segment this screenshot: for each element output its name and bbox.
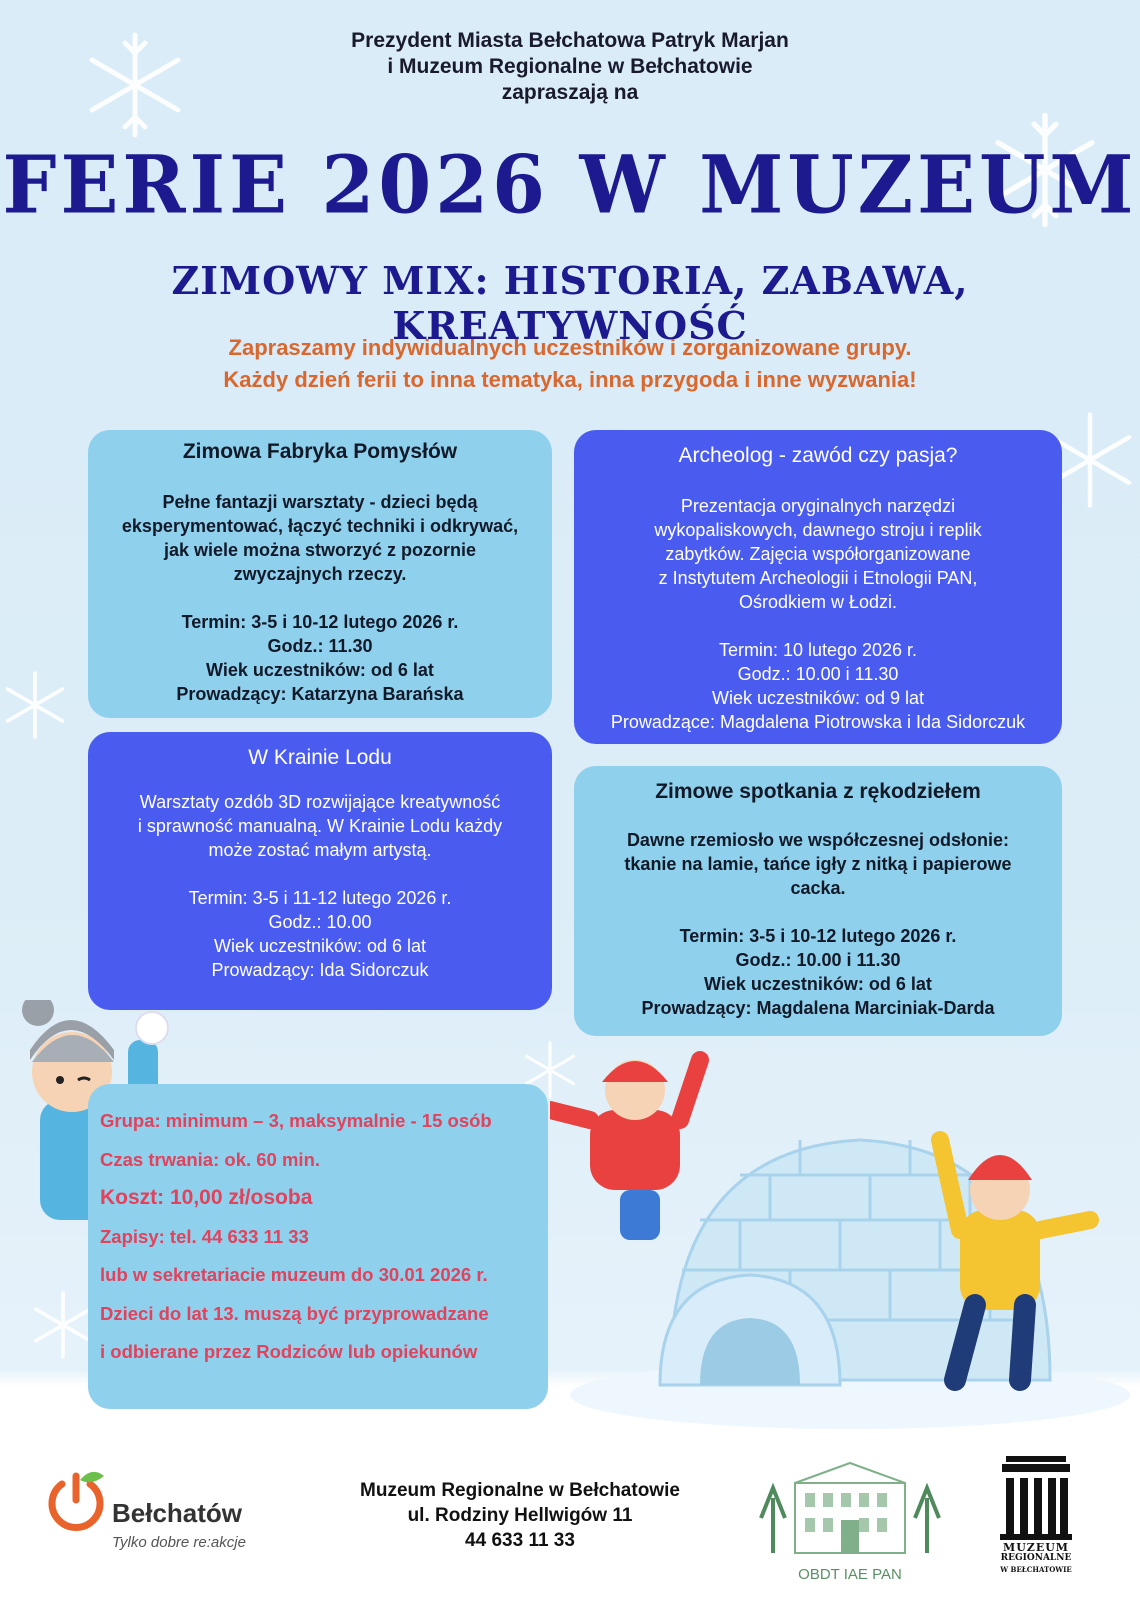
page-subtitle: ZIMOWY MIX: HISTORIA, ZABAWA, KREATYWNOŚĆ bbox=[171, 258, 969, 348]
museum-logo-icon bbox=[996, 1456, 1076, 1540]
event-title: W Krainie Lodu bbox=[248, 746, 392, 769]
iae-building-logo-icon bbox=[755, 1458, 945, 1558]
igloo-children-illustration bbox=[550, 1040, 1140, 1430]
signup-office: lub w sekretariacie muzeum do 30.01 2026 r. bbox=[100, 1264, 488, 1285]
duration: Czas trwania: ok. 60 min. bbox=[100, 1148, 321, 1170]
event-details bbox=[96, 610, 544, 706]
guardian-note: Dzieci do lat 13. muszą być przyprowadzane bbox=[100, 1302, 489, 1324]
event-date: Termin: 3-5 i 10-12 lutego 2026 r. bbox=[181, 612, 459, 632]
description-line: z Instytutem Archeologii i Etnologii PAN, bbox=[658, 568, 978, 588]
invitation-line: Każdy dzień ferii to inna tematyka, inna przygoda i inne wyzwania! bbox=[223, 367, 917, 392]
event-description bbox=[582, 494, 1054, 614]
event-details bbox=[96, 886, 544, 982]
description-line: Prezentacja oryginalnych narzędzi bbox=[680, 496, 956, 516]
snowflake-icon bbox=[0, 640, 70, 770]
museum-logo-line: REGIONALNE bbox=[1000, 1553, 1072, 1563]
event-title: Archeolog - zawód czy pasja? bbox=[678, 444, 958, 467]
description-line: cacka. bbox=[790, 878, 846, 898]
event-date: Termin: 3-5 i 11-12 lutego 2026 r. bbox=[188, 888, 452, 908]
description-line: zwyczajnych rzeczy. bbox=[233, 564, 407, 584]
description-line: może zostać małym artystą. bbox=[208, 840, 432, 860]
event-title: Zimowa Fabryka Pomysłów bbox=[182, 440, 458, 463]
description-line: zabytków. Zajęcia współorganizowane bbox=[665, 544, 971, 564]
event-card-kraina-lodu bbox=[88, 732, 552, 1010]
guardian-note-cont: i odbierane przez Rodziców lub opiekunów bbox=[100, 1341, 478, 1362]
description-line: wykopaliskowych, dawnego stroju i replik bbox=[654, 520, 982, 540]
event-host: Prowadzący: Ida Sidorczuk bbox=[211, 960, 429, 980]
museum-address bbox=[330, 1478, 710, 1553]
iae-label: OBDT IAE PAN bbox=[798, 1566, 902, 1583]
museum-logo-line: MUZEUM bbox=[1003, 1541, 1069, 1554]
invitation-line: Zapraszamy indywidualnych uczestników i zorganizowane grupy. bbox=[228, 335, 912, 360]
intro-line: Prezydent Miasta Bełchatowa Patryk Marjan bbox=[351, 29, 789, 52]
address-line: Muzeum Regionalne w Bełchatowie bbox=[360, 1480, 680, 1501]
belchatow-logo-text: Bełchatów bbox=[112, 1498, 243, 1528]
event-age: Wiek uczestników: od 9 lat bbox=[711, 688, 925, 708]
event-title: Zimowe spotkania z rękodziełem bbox=[655, 780, 981, 803]
intro-line: zapraszają na bbox=[501, 81, 639, 104]
event-age: Wiek uczestników: od 6 lat bbox=[213, 936, 427, 956]
event-host: Prowadzące: Magdalena Piotrowska i Ida Sidorczuk bbox=[610, 712, 1026, 732]
event-details bbox=[582, 924, 1054, 1020]
museum-logo-text bbox=[980, 1542, 1092, 1575]
description-line: Warsztaty ozdób 3D rozwijające kreatywność bbox=[139, 792, 501, 812]
event-description bbox=[96, 490, 544, 586]
event-host: Prowadzący: Katarzyna Barańska bbox=[176, 684, 464, 704]
event-time: Godz.: 10.00 bbox=[268, 912, 372, 932]
cost: Koszt: 10,00 zł/osoba bbox=[100, 1186, 313, 1209]
event-card-zimowa-fabryka bbox=[88, 430, 552, 718]
event-host: Prowadzący: Magdalena Marciniak-Darda bbox=[641, 998, 995, 1018]
address-line: ul. Rodziny Hellwigów 11 bbox=[407, 1505, 633, 1526]
intro-text bbox=[0, 28, 1140, 106]
event-details bbox=[582, 638, 1054, 734]
belchatow-logo-icon bbox=[44, 1470, 108, 1534]
description-line: tkanie na lamie, tańce igły z nitką i papierowe bbox=[624, 854, 1012, 874]
description-line: jak wiele można stworzyć z pozornie bbox=[163, 540, 477, 560]
address-line: 44 633 11 33 bbox=[465, 1530, 575, 1551]
description-line: Dawne rzemiosło we współczesnej odsłonie: bbox=[626, 830, 1010, 850]
event-date: Termin: 3-5 i 10-12 lutego 2026 r. bbox=[679, 926, 957, 946]
museum-logo-line: W BEŁCHATOWIE bbox=[1000, 1565, 1072, 1574]
event-card-archeolog bbox=[574, 430, 1062, 744]
event-card-rekodzielo bbox=[574, 766, 1062, 1036]
event-description bbox=[582, 828, 1054, 900]
intro-line: i Muzeum Regionalne w Bełchatowie bbox=[387, 55, 753, 78]
event-time: Godz.: 11.30 bbox=[267, 636, 373, 656]
description-line: i sprawność manualną. W Krainie Lodu każdy bbox=[137, 816, 503, 836]
event-description bbox=[96, 790, 544, 862]
description-line: Ośrodkiem w Łodzi. bbox=[738, 592, 898, 612]
event-time: Godz.: 10.00 i 11.30 bbox=[735, 950, 901, 970]
belchatow-slogan: Tylko dobre re:akcje bbox=[112, 1534, 246, 1551]
signup-phone: Zapisy: tel. 44 633 11 33 bbox=[100, 1225, 309, 1247]
event-age: Wiek uczestników: od 6 lat bbox=[704, 974, 932, 994]
group-size: Grupa: minimum – 3, maksymalnie - 15 osób bbox=[100, 1110, 492, 1131]
event-date: Termin: 10 lutego 2026 r. bbox=[718, 640, 918, 660]
description-line: Pełne fantazji warsztaty - dzieci będą bbox=[162, 492, 478, 512]
description-line: eksperymentować, łączyć techniki i odkrywać, bbox=[121, 516, 519, 536]
event-time: Godz.: 10.00 i 11.30 bbox=[737, 664, 899, 684]
invitation-text bbox=[0, 332, 1140, 396]
event-age: Wiek uczestników: od 6 lat bbox=[206, 660, 434, 680]
page-title: FERIE 2026 W MUZEUM bbox=[2, 137, 1138, 232]
info-box bbox=[88, 1084, 548, 1409]
